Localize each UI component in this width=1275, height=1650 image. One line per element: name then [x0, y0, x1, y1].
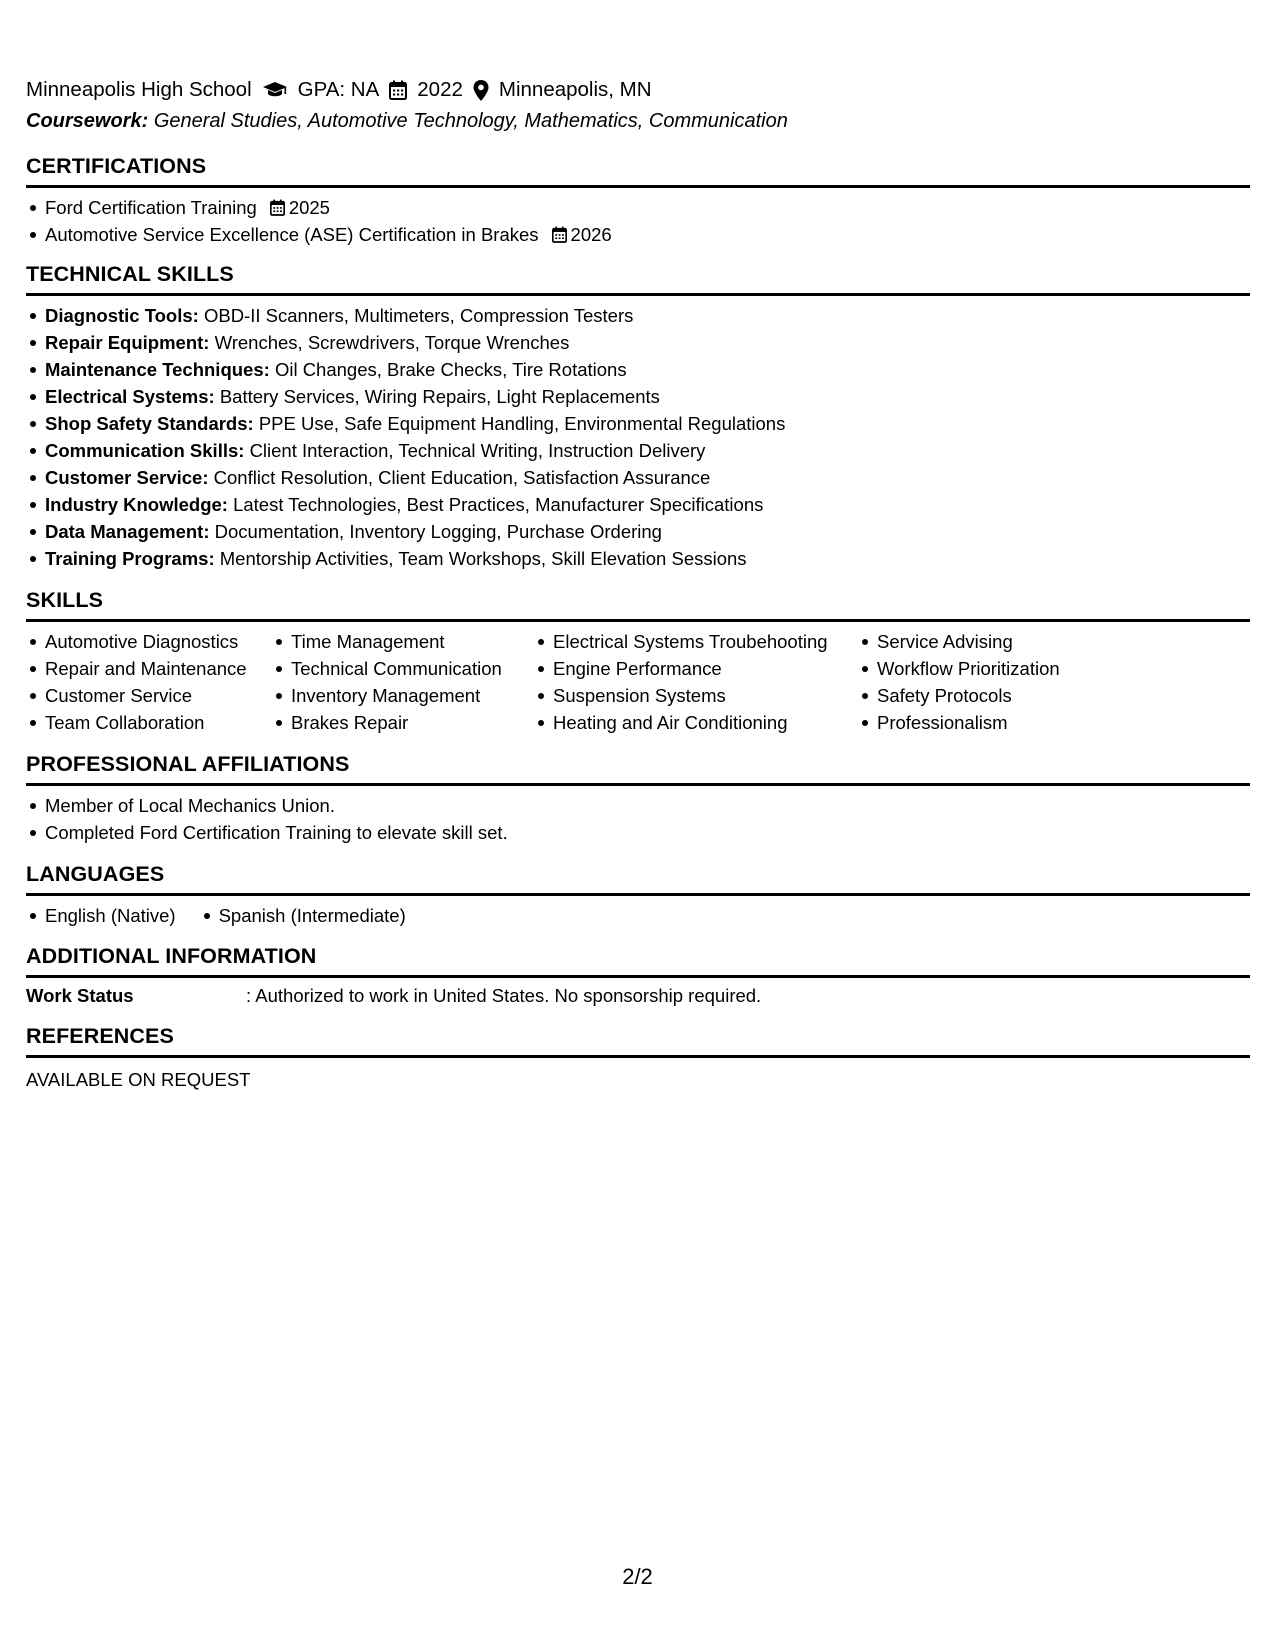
technical-skill-item [26, 302, 1250, 329]
section-title-technical-skills: TECHNICAL SKILLS [26, 262, 234, 286]
skills-column [26, 628, 272, 736]
section-divider [26, 619, 1250, 622]
skill-item: Repair and Maintenance [26, 655, 272, 682]
skill-details: Wrenches, Screwdrivers, Torque Wrenches [214, 332, 570, 353]
coursework-value: General Studies, Automotive Technology, Mathematics, Communication [153, 110, 788, 132]
language-item: Spanish (Intermediate) [200, 902, 406, 929]
section-title-additional-info: ADDITIONAL INFORMATION [26, 944, 317, 968]
additional-info-section [26, 944, 1250, 1009]
resume-page [26, 74, 1250, 1093]
skill-category: Repair Equipment: [45, 332, 210, 353]
section-title-certifications: CERTIFICATIONS [26, 154, 207, 178]
technical-skill-item [26, 518, 1250, 545]
skills-column [272, 628, 534, 736]
school-name: Minneapolis High School [26, 78, 252, 101]
section-divider [26, 1055, 1250, 1058]
section-title-skills: SKILLS [26, 588, 104, 612]
certifications-section [26, 154, 1250, 248]
skill-details: Battery Services, Wiring Repairs, Light Replacements [219, 386, 660, 407]
skill-category: Shop Safety Standards: [45, 413, 254, 434]
skill-category: Customer Service: [45, 467, 209, 488]
section-divider [26, 975, 1250, 978]
page-number: 2/2 [622, 1564, 653, 1589]
skill-item: Professionalism [858, 709, 1118, 736]
affiliation-item: Member of Local Mechanics Union. [26, 792, 1250, 819]
technical-skill-item [26, 491, 1250, 518]
graduation-cap-icon [262, 80, 288, 100]
certification-item [26, 221, 1250, 248]
certification-name: Ford Certification Training [45, 197, 257, 218]
coursework-line [26, 106, 1250, 136]
skill-item: Electrical Systems Troubehooting [534, 628, 858, 655]
references-text: AVAILABLE ON REQUEST [26, 1069, 251, 1090]
skill-details: Oil Changes, Brake Checks, Tire Rotations [274, 359, 627, 380]
language-item: English (Native) [26, 902, 176, 929]
technical-skill-item [26, 356, 1250, 383]
map-pin-icon [473, 80, 489, 101]
technical-skill-item [26, 383, 1250, 410]
skill-details: Mentorship Activities, Team Workshops, Skill Elevation Sessions [219, 548, 747, 569]
skill-category: Industry Knowledge: [45, 494, 228, 515]
skill-details: Latest Technologies, Best Practices, Manufacturer Specifications [233, 494, 764, 515]
section-title-references: REFERENCES [26, 1024, 174, 1048]
skills-column [534, 628, 858, 736]
skills-column [858, 628, 1118, 736]
section-divider [26, 893, 1250, 896]
school-location: Minneapolis, MN [498, 78, 652, 101]
certification-year: 2026 [570, 224, 612, 245]
technical-skills-section [26, 262, 1250, 572]
calendar-icon [389, 80, 407, 100]
technical-skill-item [26, 464, 1250, 491]
skill-category: Electrical Systems: [45, 386, 215, 407]
skill-item: Automotive Diagnostics [26, 628, 272, 655]
coursework-label: Coursework: [26, 110, 149, 132]
skill-details: OBD-II Scanners, Multimeters, Compression Testers [203, 305, 634, 326]
skill-item: Technical Communication [272, 655, 534, 682]
work-status-label: Work Status [26, 985, 134, 1006]
skill-item: Team Collaboration [26, 709, 272, 736]
graduation-year: 2022 [417, 78, 463, 101]
skill-category: Communication Skills: [45, 440, 245, 461]
calendar-icon [552, 226, 567, 243]
skill-details: Client Interaction, Technical Writing, Instruction Delivery [249, 440, 706, 461]
certification-name: Automotive Service Excellence (ASE) Certification in Brakes [45, 224, 539, 245]
calendar-icon [270, 199, 285, 216]
skill-category: Training Programs: [45, 548, 215, 569]
skill-item: Service Advising [858, 628, 1118, 655]
skill-category: Maintenance Techniques: [45, 359, 270, 380]
skill-item: Brakes Repair [272, 709, 534, 736]
certification-item [26, 194, 1250, 221]
skills-section [26, 588, 1250, 736]
certification-year: 2025 [288, 197, 330, 218]
work-status-value: : Authorized to work in United States. No sponsorship required. [246, 985, 762, 1006]
skill-details: PPE Use, Safe Equipment Handling, Environmental Regulations [258, 413, 786, 434]
section-title-languages: LANGUAGES [26, 862, 165, 886]
technical-skill-item [26, 437, 1250, 464]
work-status-row [26, 982, 1250, 1009]
skill-item: Inventory Management [272, 682, 534, 709]
skill-category: Diagnostic Tools: [45, 305, 199, 326]
skill-item: Engine Performance [534, 655, 858, 682]
skills-grid [26, 628, 1250, 736]
languages-section [26, 862, 1250, 929]
references-section [26, 1024, 1250, 1093]
skill-details: Conflict Resolution, Client Education, Satisfaction Assurance [213, 467, 711, 488]
skill-item: Heating and Air Conditioning [534, 709, 858, 736]
technical-skill-item [26, 410, 1250, 437]
skill-item: Safety Protocols [858, 682, 1118, 709]
technical-skill-item [26, 545, 1250, 572]
skill-details: Documentation, Inventory Logging, Purchase Ordering [214, 521, 662, 542]
section-divider [26, 293, 1250, 296]
technical-skill-item [26, 329, 1250, 356]
skill-item: Workflow Prioritization [858, 655, 1118, 682]
education-line [26, 74, 1250, 106]
section-divider [26, 185, 1250, 188]
gpa: GPA: NA [297, 78, 380, 101]
section-title-affiliations: PROFESSIONAL AFFILIATIONS [26, 752, 350, 776]
affiliations-section [26, 752, 1250, 846]
affiliation-item: Completed Ford Certification Training to elevate skill set. [26, 819, 1250, 846]
skill-item: Suspension Systems [534, 682, 858, 709]
skill-item: Time Management [272, 628, 534, 655]
skill-item: Customer Service [26, 682, 272, 709]
skill-category: Data Management: [45, 521, 210, 542]
section-divider [26, 783, 1250, 786]
